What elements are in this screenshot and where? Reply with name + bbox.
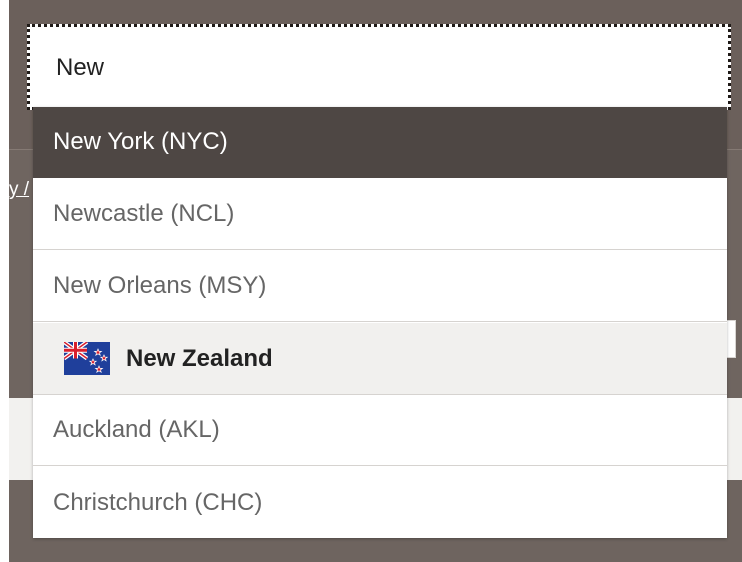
- destination-search-input[interactable]: [36, 33, 724, 103]
- result-option-label: New Orleans (MSY): [53, 272, 267, 299]
- search-focus-frame: [27, 24, 731, 110]
- result-group-label: New Zealand: [126, 344, 273, 372]
- result-option-christchurch[interactable]: [33, 467, 727, 538]
- result-option-new-york[interactable]: [33, 107, 727, 178]
- background-link-fragment: y /: [9, 179, 30, 200]
- result-option-label: Auckland (AKL): [53, 416, 220, 443]
- result-option-auckland[interactable]: [33, 395, 727, 466]
- new-zealand-flag-icon: [64, 342, 110, 375]
- result-group-new-zealand[interactable]: [33, 323, 727, 395]
- result-option-label: Newcastle (NCL): [53, 200, 235, 227]
- autocomplete-dropdown: [33, 107, 727, 538]
- result-option-new-orleans[interactable]: [33, 251, 727, 322]
- result-option-label: Christchurch (CHC): [53, 488, 263, 516]
- result-option-label: New York (NYC): [53, 128, 228, 155]
- result-option-newcastle[interactable]: [33, 179, 727, 250]
